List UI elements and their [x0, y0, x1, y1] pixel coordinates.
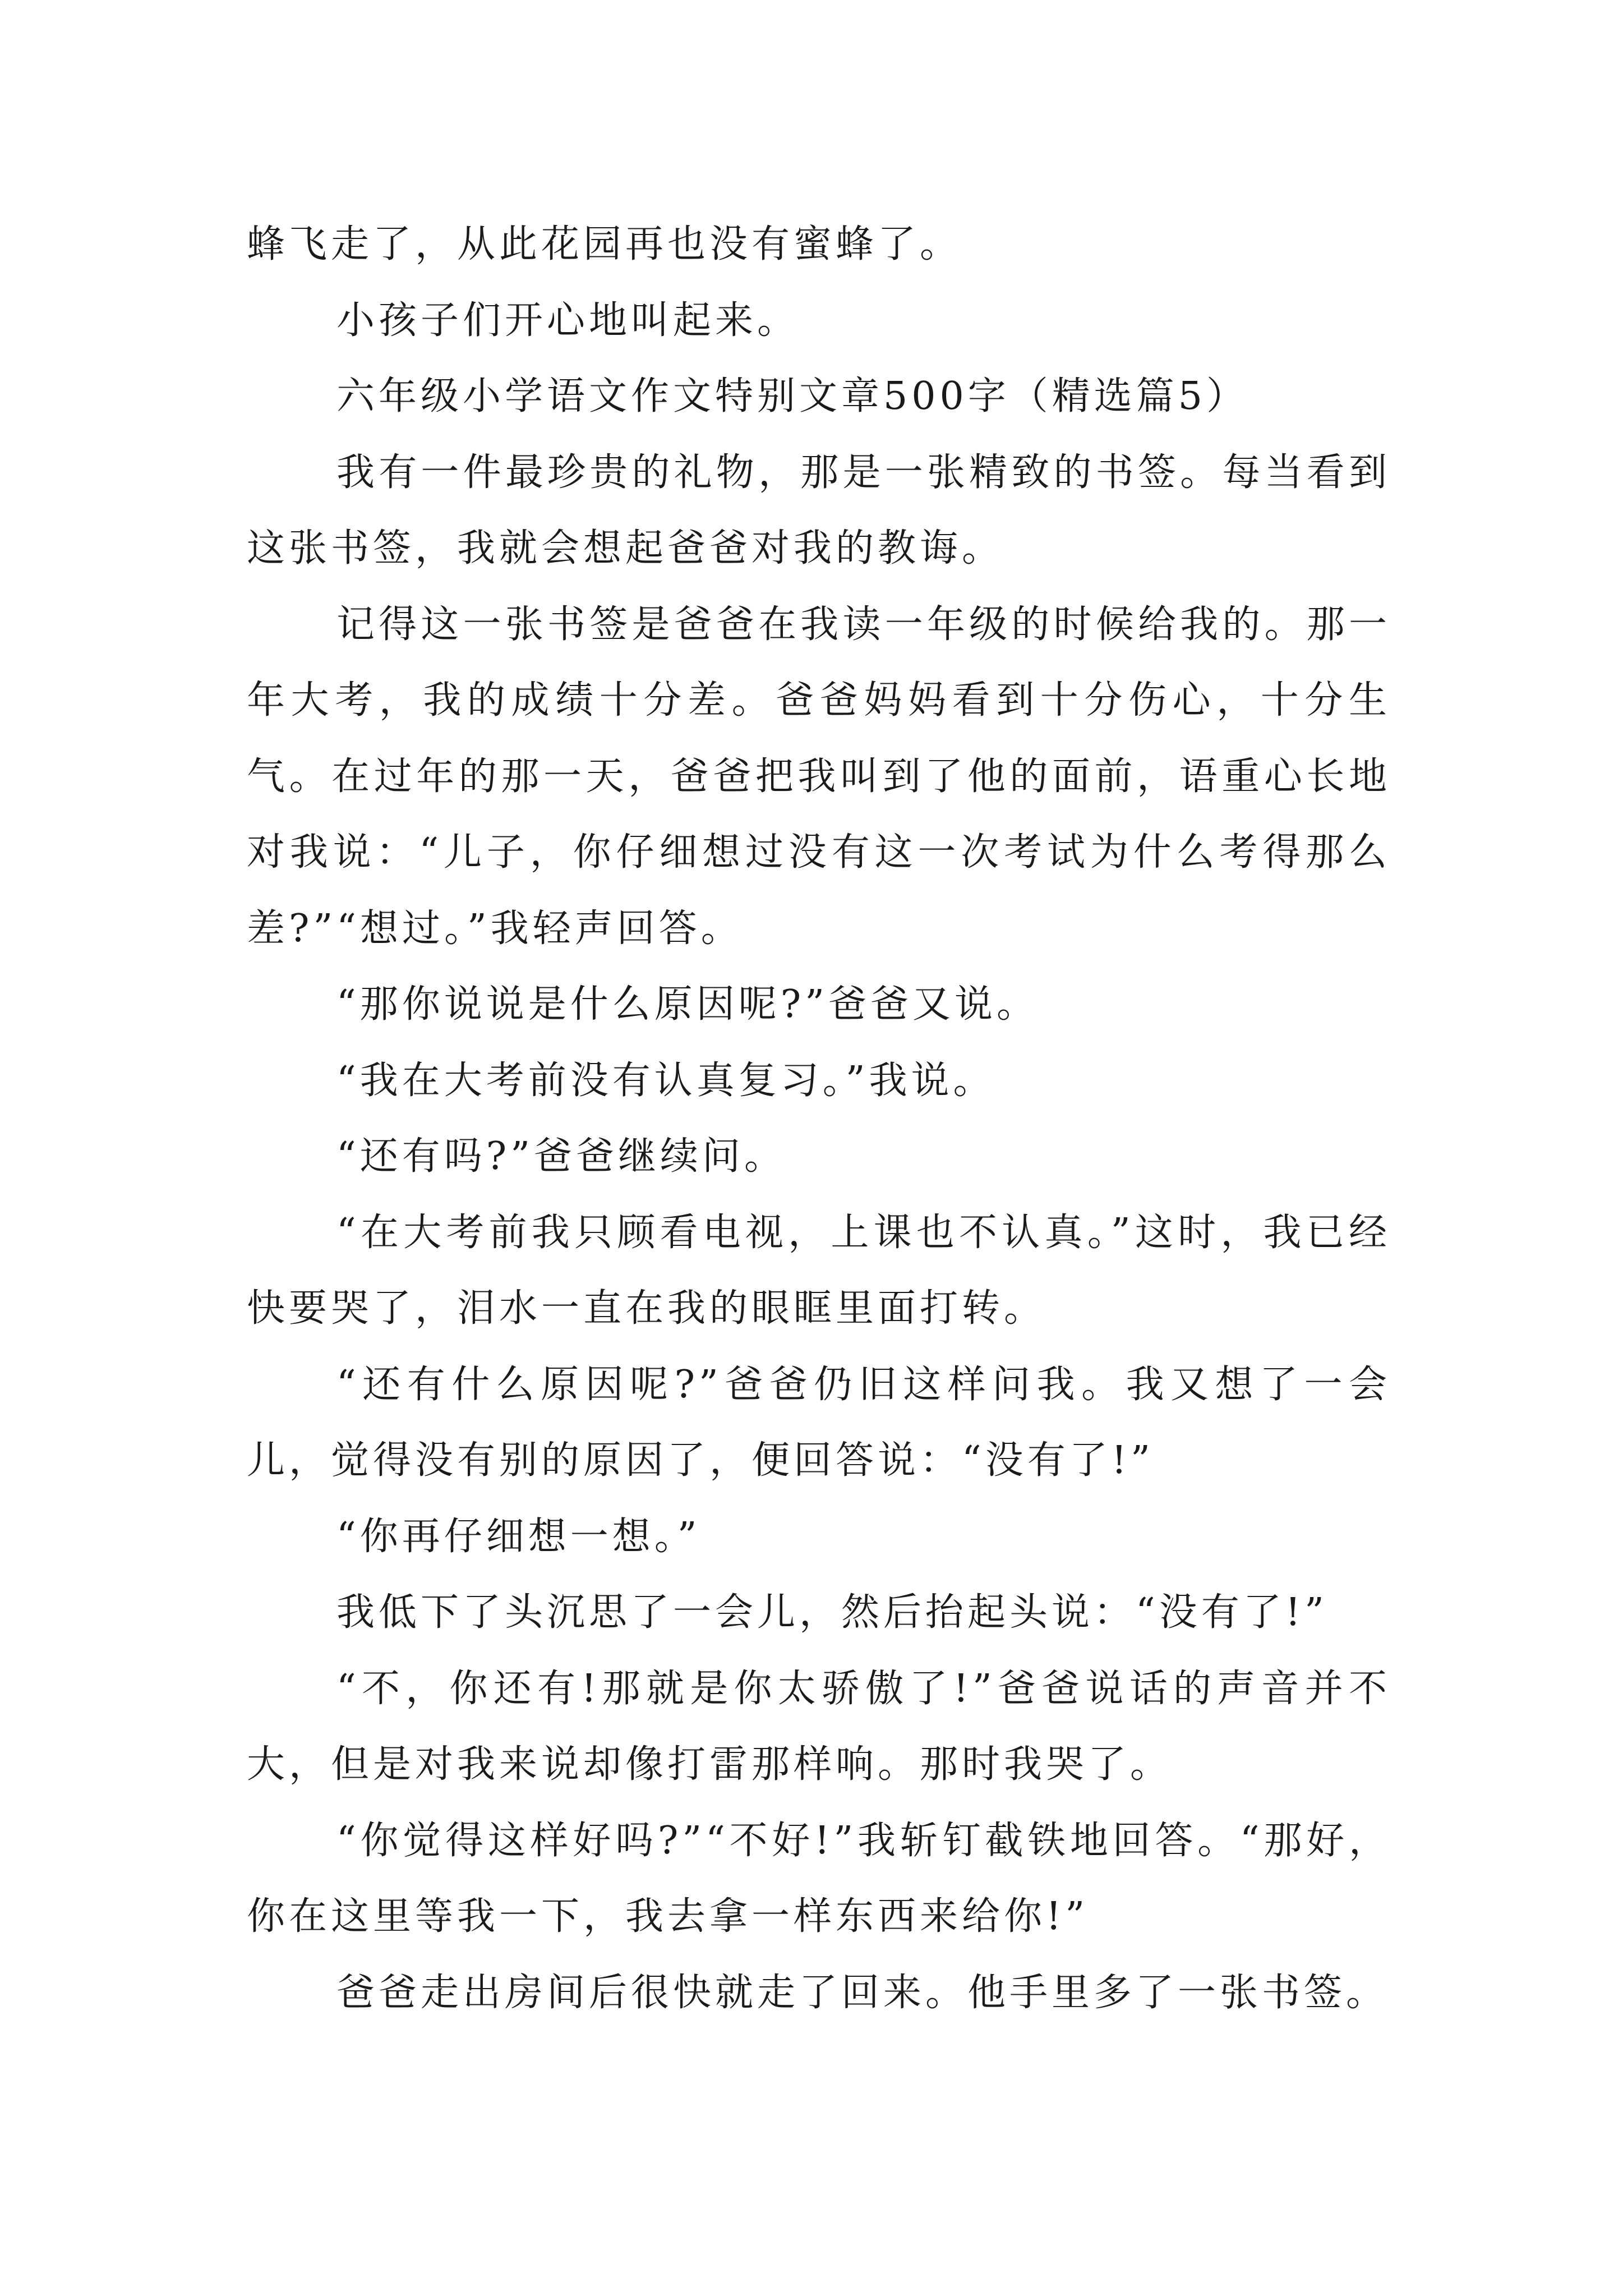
- section-heading: 六年级小学语文作文特别文章500字（精选篇5）: [336, 374, 1249, 418]
- paragraph: “你觉得这样好吗?”“不好!”我斩钉截铁地回答。“那好，你在这里等我一下，我去拿一样东西来给你!”: [247, 1818, 1391, 1939]
- paragraph: “我在大考前没有认真复习。”我说。: [336, 1058, 995, 1103]
- paragraph: 爸爸走出房间后很快就走了回来。他手里多了一张书签。: [336, 1970, 1389, 2015]
- paragraph: 记得这一张书签是爸爸在我读一年级的时候给我的。那一年大考，我的成绩十分差。爸爸妈妈看到十分伤心，十分生气。在过年的那一天，爸爸把我叫到了他的面前，语重心长地对我说：“儿子，你仔细想过没有这一次考试为什么考得那么差?”“想过。”我轻声回答。: [247, 602, 1391, 951]
- paragraph: “还有吗?”爸爸继续问。: [336, 1134, 786, 1179]
- paragraph: “你再仔细想一想。”: [336, 1514, 701, 1559]
- paragraph: 蜂飞走了，从此花园再也没有蜜蜂了。: [247, 222, 962, 266]
- paragraph: 小孩子们开心地叫起来。: [336, 298, 800, 343]
- article-body: [247, 206, 1391, 2031]
- paragraph: “不，你还有!那就是你太骄傲了!”爸爸说话的声音并不大，但是对我来说却像打雷那样响。那时我哭了。: [247, 1666, 1391, 1787]
- paragraph: “在大考前我只顾看电视，上课也不认真。”这时，我已经快要哭了，泪水一直在我的眼眶里面打转。: [247, 1210, 1391, 1331]
- paragraph: “还有什么原因呢?”爸爸仍旧这样问我。我又想了一会儿，觉得没有别的原因了，便回答说：“没有了!”: [247, 1362, 1391, 1483]
- paragraph: “那你说说是什么原因呢?”爸爸又说。: [336, 982, 1039, 1027]
- paragraph: 我低下了头沉思了一会儿，然后抬起头说：“没有了!”: [336, 1590, 1328, 1635]
- paragraph: 我有一件最珍贵的礼物，那是一张精致的书签。每当看到这张书签，我就会想起爸爸对我的教诲。: [247, 450, 1391, 570]
